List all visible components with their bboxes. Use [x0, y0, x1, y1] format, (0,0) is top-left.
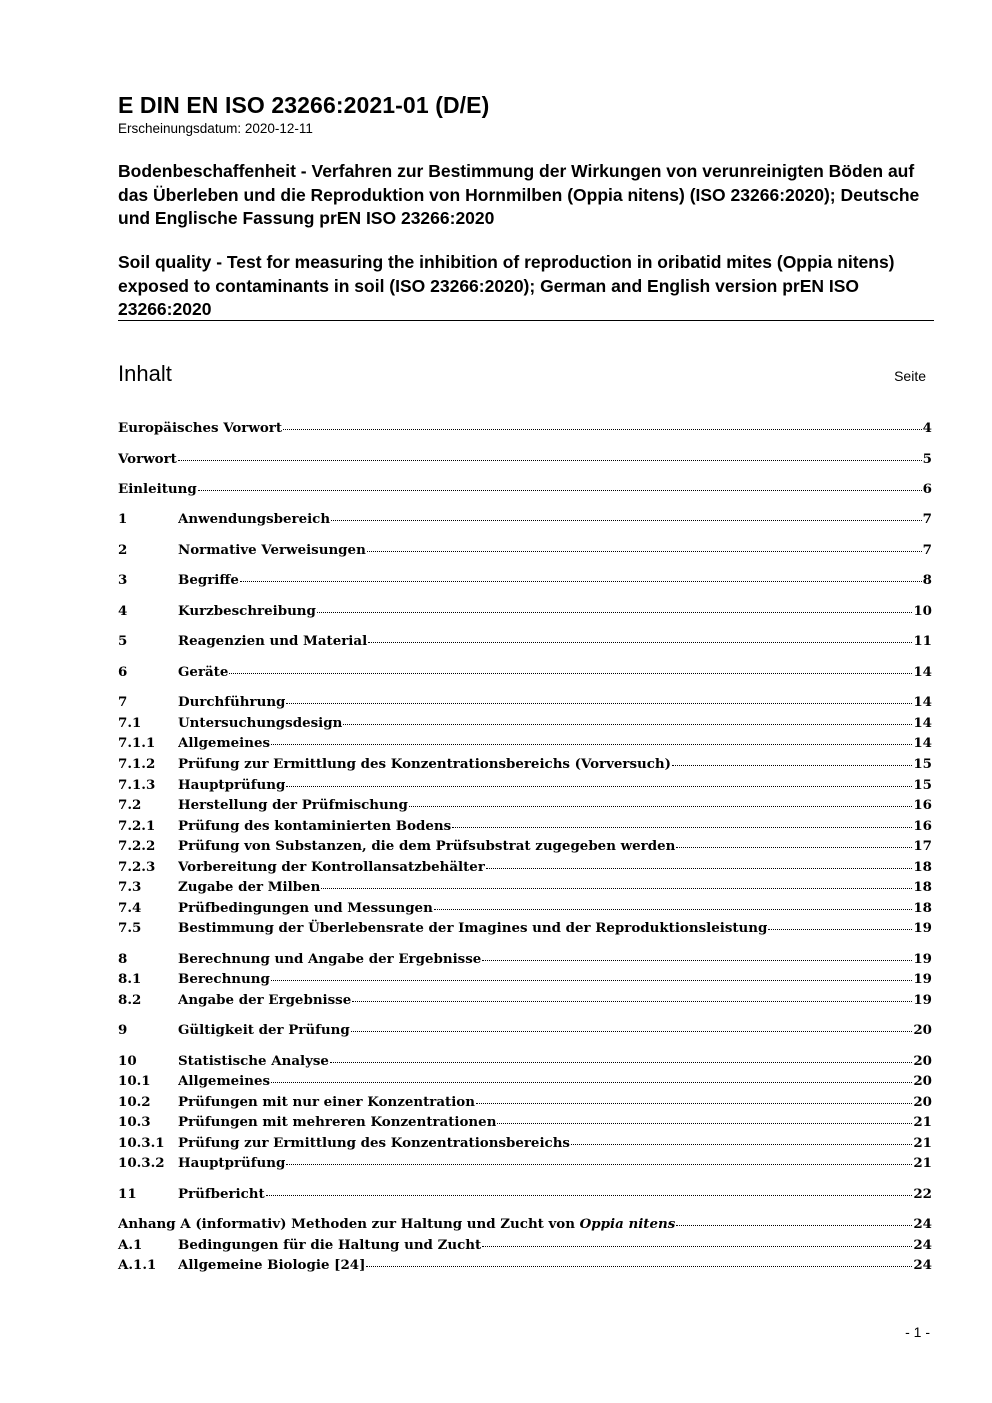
toc-entry-number: 7.2.3	[118, 859, 156, 875]
toc-entry-number: 11	[118, 1186, 137, 1202]
toc-entry-title: Einleitung	[118, 481, 197, 497]
toc-leader-dots	[266, 1194, 913, 1196]
toc-entry-page: 21	[913, 1155, 932, 1171]
toc-entry-number: A.1.1	[118, 1257, 157, 1273]
toc-leader-dots	[283, 428, 922, 430]
toc-entry-page: 19	[913, 971, 932, 987]
toc-entry-title: Kurzbeschreibung	[178, 603, 316, 619]
toc-entry-number: 8.1	[118, 971, 142, 987]
toc-entry-number: 7.5	[118, 920, 142, 936]
toc-entry[interactable]	[118, 713, 932, 733]
toc-entry-title: Berechnung und Angabe der Ergebnisse	[178, 951, 482, 967]
toc-entry-page: 8	[922, 572, 932, 588]
toc-entry[interactable]	[118, 692, 932, 712]
toc-entry-page: 21	[913, 1135, 932, 1151]
toc-entry[interactable]	[118, 1071, 932, 1091]
toc-leader-dots	[476, 1102, 912, 1104]
toc-entry-page: 14	[913, 694, 932, 710]
toc-entry-title: Geräte	[178, 664, 229, 680]
toc-leader-dots	[486, 867, 912, 869]
toc-entry-page: 14	[913, 664, 932, 680]
toc-leader-dots	[286, 1163, 912, 1165]
toc-entry-title: Untersuchungsdesign	[178, 715, 343, 731]
toc-entry[interactable]	[118, 1153, 932, 1173]
toc-leader-dots	[368, 641, 912, 643]
toc-entry-page: 20	[913, 1073, 932, 1089]
toc-entry-title: Prüfung zur Ermittlung des Konzentrationsbereichs (Vorversuch)	[178, 756, 671, 772]
toc-entry-page: 11	[913, 633, 932, 649]
toc-entry-page: 22	[913, 1186, 932, 1202]
page-number: - 1 -	[905, 1324, 930, 1340]
toc-entry[interactable]	[118, 418, 932, 438]
toc-entry[interactable]	[118, 733, 932, 753]
toc-entry[interactable]	[118, 990, 932, 1010]
toc-entry-page: 18	[913, 900, 932, 916]
toc-leader-dots	[676, 846, 912, 848]
toc-leader-dots	[271, 979, 912, 981]
toc-entry-number: 7.1.3	[118, 777, 156, 793]
toc-leader-dots	[676, 1224, 912, 1226]
toc-leader-dots	[367, 550, 922, 552]
toc-entry-title: Gültigkeit der Prüfung	[178, 1022, 350, 1038]
toc-entry-number: 2	[118, 542, 128, 558]
toc-entry[interactable]	[118, 1235, 932, 1255]
toc-entry-page: 19	[913, 920, 932, 936]
toc-entry-title: Prüfungen mit mehreren Konzentrationen	[178, 1114, 497, 1130]
toc-leader-dots	[178, 459, 922, 461]
toc-entry[interactable]	[118, 754, 932, 774]
toc-entry-title: Anhang A (informativ) Methoden zur Haltung und Zucht von Oppia nitens	[118, 1216, 676, 1232]
toc-entry-page: 18	[913, 879, 932, 895]
toc-leader-dots	[452, 826, 912, 828]
toc-entry-title: Hauptprüfung	[178, 1155, 286, 1171]
toc-entry-number: 10.3	[118, 1114, 151, 1130]
toc-leader-dots	[434, 908, 913, 910]
toc-entry-page: 20	[913, 1022, 932, 1038]
toc-entry-number: 7.1.2	[118, 756, 156, 772]
toc-entry-number: 7.2.1	[118, 818, 156, 834]
toc-entry-page: 15	[913, 756, 932, 772]
toc-entry-page: 19	[913, 951, 932, 967]
toc-entry-title: Allgemeine Biologie [24]	[178, 1257, 366, 1273]
toc-entry[interactable]	[118, 1184, 932, 1204]
toc-entry-number: 5	[118, 633, 128, 649]
toc-leader-dots	[497, 1122, 912, 1124]
title-divider	[118, 320, 934, 321]
toc-entry-title: Bestimmung der Überlebensrate der Imagines und der Reproduktionsleistung	[178, 920, 768, 936]
toc-leader-dots	[198, 489, 922, 491]
toc-entry-number: 8	[118, 951, 128, 967]
toc-entry[interactable]	[118, 836, 932, 856]
toc-entry[interactable]	[118, 662, 932, 682]
toc-entry-title: Allgemeines	[178, 735, 271, 751]
toc-leader-dots	[571, 1143, 912, 1145]
toc-entry-title: Prüfung von Substanzen, die dem Prüfsubstrat zugegeben werden	[178, 838, 676, 854]
toc-entry-title: Vorwort	[118, 451, 177, 467]
toc-entry-title: Begriffe	[178, 572, 239, 588]
toc-entry-title: Berechnung	[178, 971, 270, 987]
toc-entry-page: 20	[913, 1053, 932, 1069]
toc-entry-number: 4	[118, 603, 128, 619]
toc-leader-dots	[672, 764, 912, 766]
toc-entry-number: 6	[118, 664, 128, 680]
toc-entry-title-italic: Oppia nitens	[579, 1216, 676, 1232]
toc-entry[interactable]	[118, 1092, 932, 1112]
toc-entry[interactable]	[118, 795, 932, 815]
toc-entry-page: 14	[913, 715, 932, 731]
toc-entry-page: 17	[913, 838, 932, 854]
toc-entry-page: 24	[913, 1257, 932, 1273]
toc-leader-dots	[482, 959, 912, 961]
toc-entry-number: 7.1.1	[118, 735, 156, 751]
toc-entry[interactable]	[118, 449, 932, 469]
toc-entry-number: 7	[118, 694, 128, 710]
toc-entry[interactable]	[118, 1133, 932, 1153]
toc-entry-page: 7	[922, 542, 932, 558]
toc-leader-dots	[317, 611, 912, 613]
toc-entry-title: Prüfung zur Ermittlung des Konzentrationsbereichs	[178, 1135, 570, 1151]
toc-entry[interactable]	[118, 1051, 932, 1071]
toc-entry[interactable]	[118, 1112, 932, 1132]
toc-entry-title: Prüfung des kontaminierten Bodens	[178, 818, 452, 834]
toc-entry[interactable]	[118, 509, 932, 529]
toc-entry-page: 16	[913, 797, 932, 813]
toc-entry-number: 7.2	[118, 797, 142, 813]
toc-leader-dots	[271, 743, 912, 745]
toc-entry[interactable]	[118, 1255, 932, 1275]
toc-entry-title: Prüfungen mit nur einer Konzentration	[178, 1094, 475, 1110]
toc-leader-dots	[229, 672, 912, 674]
toc-entry[interactable]	[118, 775, 932, 795]
toc-entry[interactable]	[118, 1020, 932, 1040]
toc-entry[interactable]	[118, 969, 932, 989]
toc-entry[interactable]	[118, 816, 932, 836]
toc-entry-page: 21	[913, 1114, 932, 1130]
toc-entry-title: Reagenzien und Material	[178, 633, 368, 649]
toc-entry-title: Allgemeines	[178, 1073, 271, 1089]
toc-entry-title: Statistische Analyse	[178, 1053, 329, 1069]
toc-entry[interactable]	[118, 877, 932, 897]
toc-entry-title: Durchführung	[178, 694, 286, 710]
toc-page-label: Seite	[894, 368, 926, 384]
title-german: Bodenbeschaffenheit - Verfahren zur Bestimmung der Wirkungen von verunreinigten Böden auf das Überleben und die Reproduktion von Hornmilben (Oppia nitens) (ISO 23266:2020); Deutsche und Englische Fassung prEN ISO 23266:2020	[118, 161, 920, 228]
toc-entry-title: Vorbereitung der Kontrollansatzbehälter	[178, 859, 485, 875]
toc-entry-page: 19	[913, 992, 932, 1008]
toc-leader-dots	[343, 723, 912, 725]
toc-entry-title: Europäisches Vorwort	[118, 420, 283, 436]
toc-entry[interactable]	[118, 479, 932, 499]
toc-entry-title: Prüfbericht	[178, 1186, 265, 1202]
toc-leader-dots	[321, 887, 912, 889]
toc-entry-number: 10	[118, 1053, 137, 1069]
toc-entry[interactable]	[118, 1214, 932, 1234]
toc-entry-page: 5	[922, 451, 932, 467]
toc-entry[interactable]	[118, 857, 932, 877]
toc-entry[interactable]	[118, 601, 932, 621]
toc-entry-title: Angabe der Ergebnisse	[178, 992, 352, 1008]
toc-leader-dots	[330, 1061, 912, 1063]
toc-entry-title: Anwendungsbereich	[178, 511, 331, 527]
toc-entry-page: 15	[913, 777, 932, 793]
toc-entry[interactable]	[118, 918, 932, 938]
toc-entry-number: 8.2	[118, 992, 142, 1008]
toc-leader-dots	[409, 805, 912, 807]
toc-leader-dots	[331, 519, 922, 521]
toc-entry-number: 7.1	[118, 715, 142, 731]
toc-leader-dots	[366, 1265, 912, 1267]
toc-leader-dots	[352, 1000, 912, 1002]
publication-date: Erscheinungsdatum: 2020-12-11	[118, 121, 313, 136]
toc-entry-page: 16	[913, 818, 932, 834]
toc-entry-title: Normative Verweisungen	[178, 542, 366, 558]
toc-entry-page: 24	[913, 1237, 932, 1253]
toc-leader-dots	[482, 1245, 912, 1247]
toc-entry[interactable]	[118, 570, 932, 590]
toc-entry-number: 1	[118, 511, 128, 527]
toc-entry-title: Zugabe der Milben	[178, 879, 321, 895]
toc-entry-number: 7.2.2	[118, 838, 156, 854]
toc-entry-page: 14	[913, 735, 932, 751]
toc-entry[interactable]	[118, 631, 932, 651]
toc-entry[interactable]	[118, 949, 932, 969]
toc-entry-page: 6	[922, 481, 932, 497]
toc-entry-number: 10.3.2	[118, 1155, 165, 1171]
toc-leader-dots	[351, 1030, 913, 1032]
toc-entry-number: 10.2	[118, 1094, 151, 1110]
toc-entry-title: Herstellung der Prüfmischung	[178, 797, 408, 813]
toc-entry-number: 10.1	[118, 1073, 151, 1089]
toc-entry-page: 24	[913, 1216, 932, 1232]
toc-leader-dots	[286, 702, 912, 704]
toc-heading: Inhalt	[118, 361, 172, 386]
toc-entry-page: 7	[922, 511, 932, 527]
toc-entry-title: Hauptprüfung	[178, 777, 286, 793]
document-id: E DIN EN ISO 23266:2021-01 (D/E)	[118, 92, 490, 118]
toc-leader-dots	[240, 580, 922, 582]
toc-leader-dots	[271, 1081, 912, 1083]
toc-leader-dots	[768, 928, 912, 930]
toc-entry-page: 4	[922, 420, 932, 436]
toc-entry[interactable]	[118, 898, 932, 918]
title-english: Soil quality - Test for measuring the inhibition of reproduction in oribatid mites (Oppia nitens) exposed to contaminants in soil (ISO 23266:2020); German and English version prEN ISO 23266:2020	[118, 252, 895, 319]
toc-entry-number: 3	[118, 572, 128, 588]
toc-leader-dots	[286, 785, 912, 787]
toc-entry-title: Prüfbedingungen und Messungen	[178, 900, 433, 916]
toc-entry-number: 7.3	[118, 879, 142, 895]
toc-entry-page: 10	[913, 603, 932, 619]
toc-entry[interactable]	[118, 540, 932, 560]
toc-entry-number: 9	[118, 1022, 128, 1038]
toc-entry-number: 7.4	[118, 900, 142, 916]
toc-entry-page: 18	[913, 859, 932, 875]
toc-entry-number: 10.3.1	[118, 1135, 165, 1151]
toc-entry-number: A.1	[118, 1237, 143, 1253]
toc-entry-title: Bedingungen für die Haltung und Zucht	[178, 1237, 482, 1253]
toc-entry-page: 20	[913, 1094, 932, 1110]
